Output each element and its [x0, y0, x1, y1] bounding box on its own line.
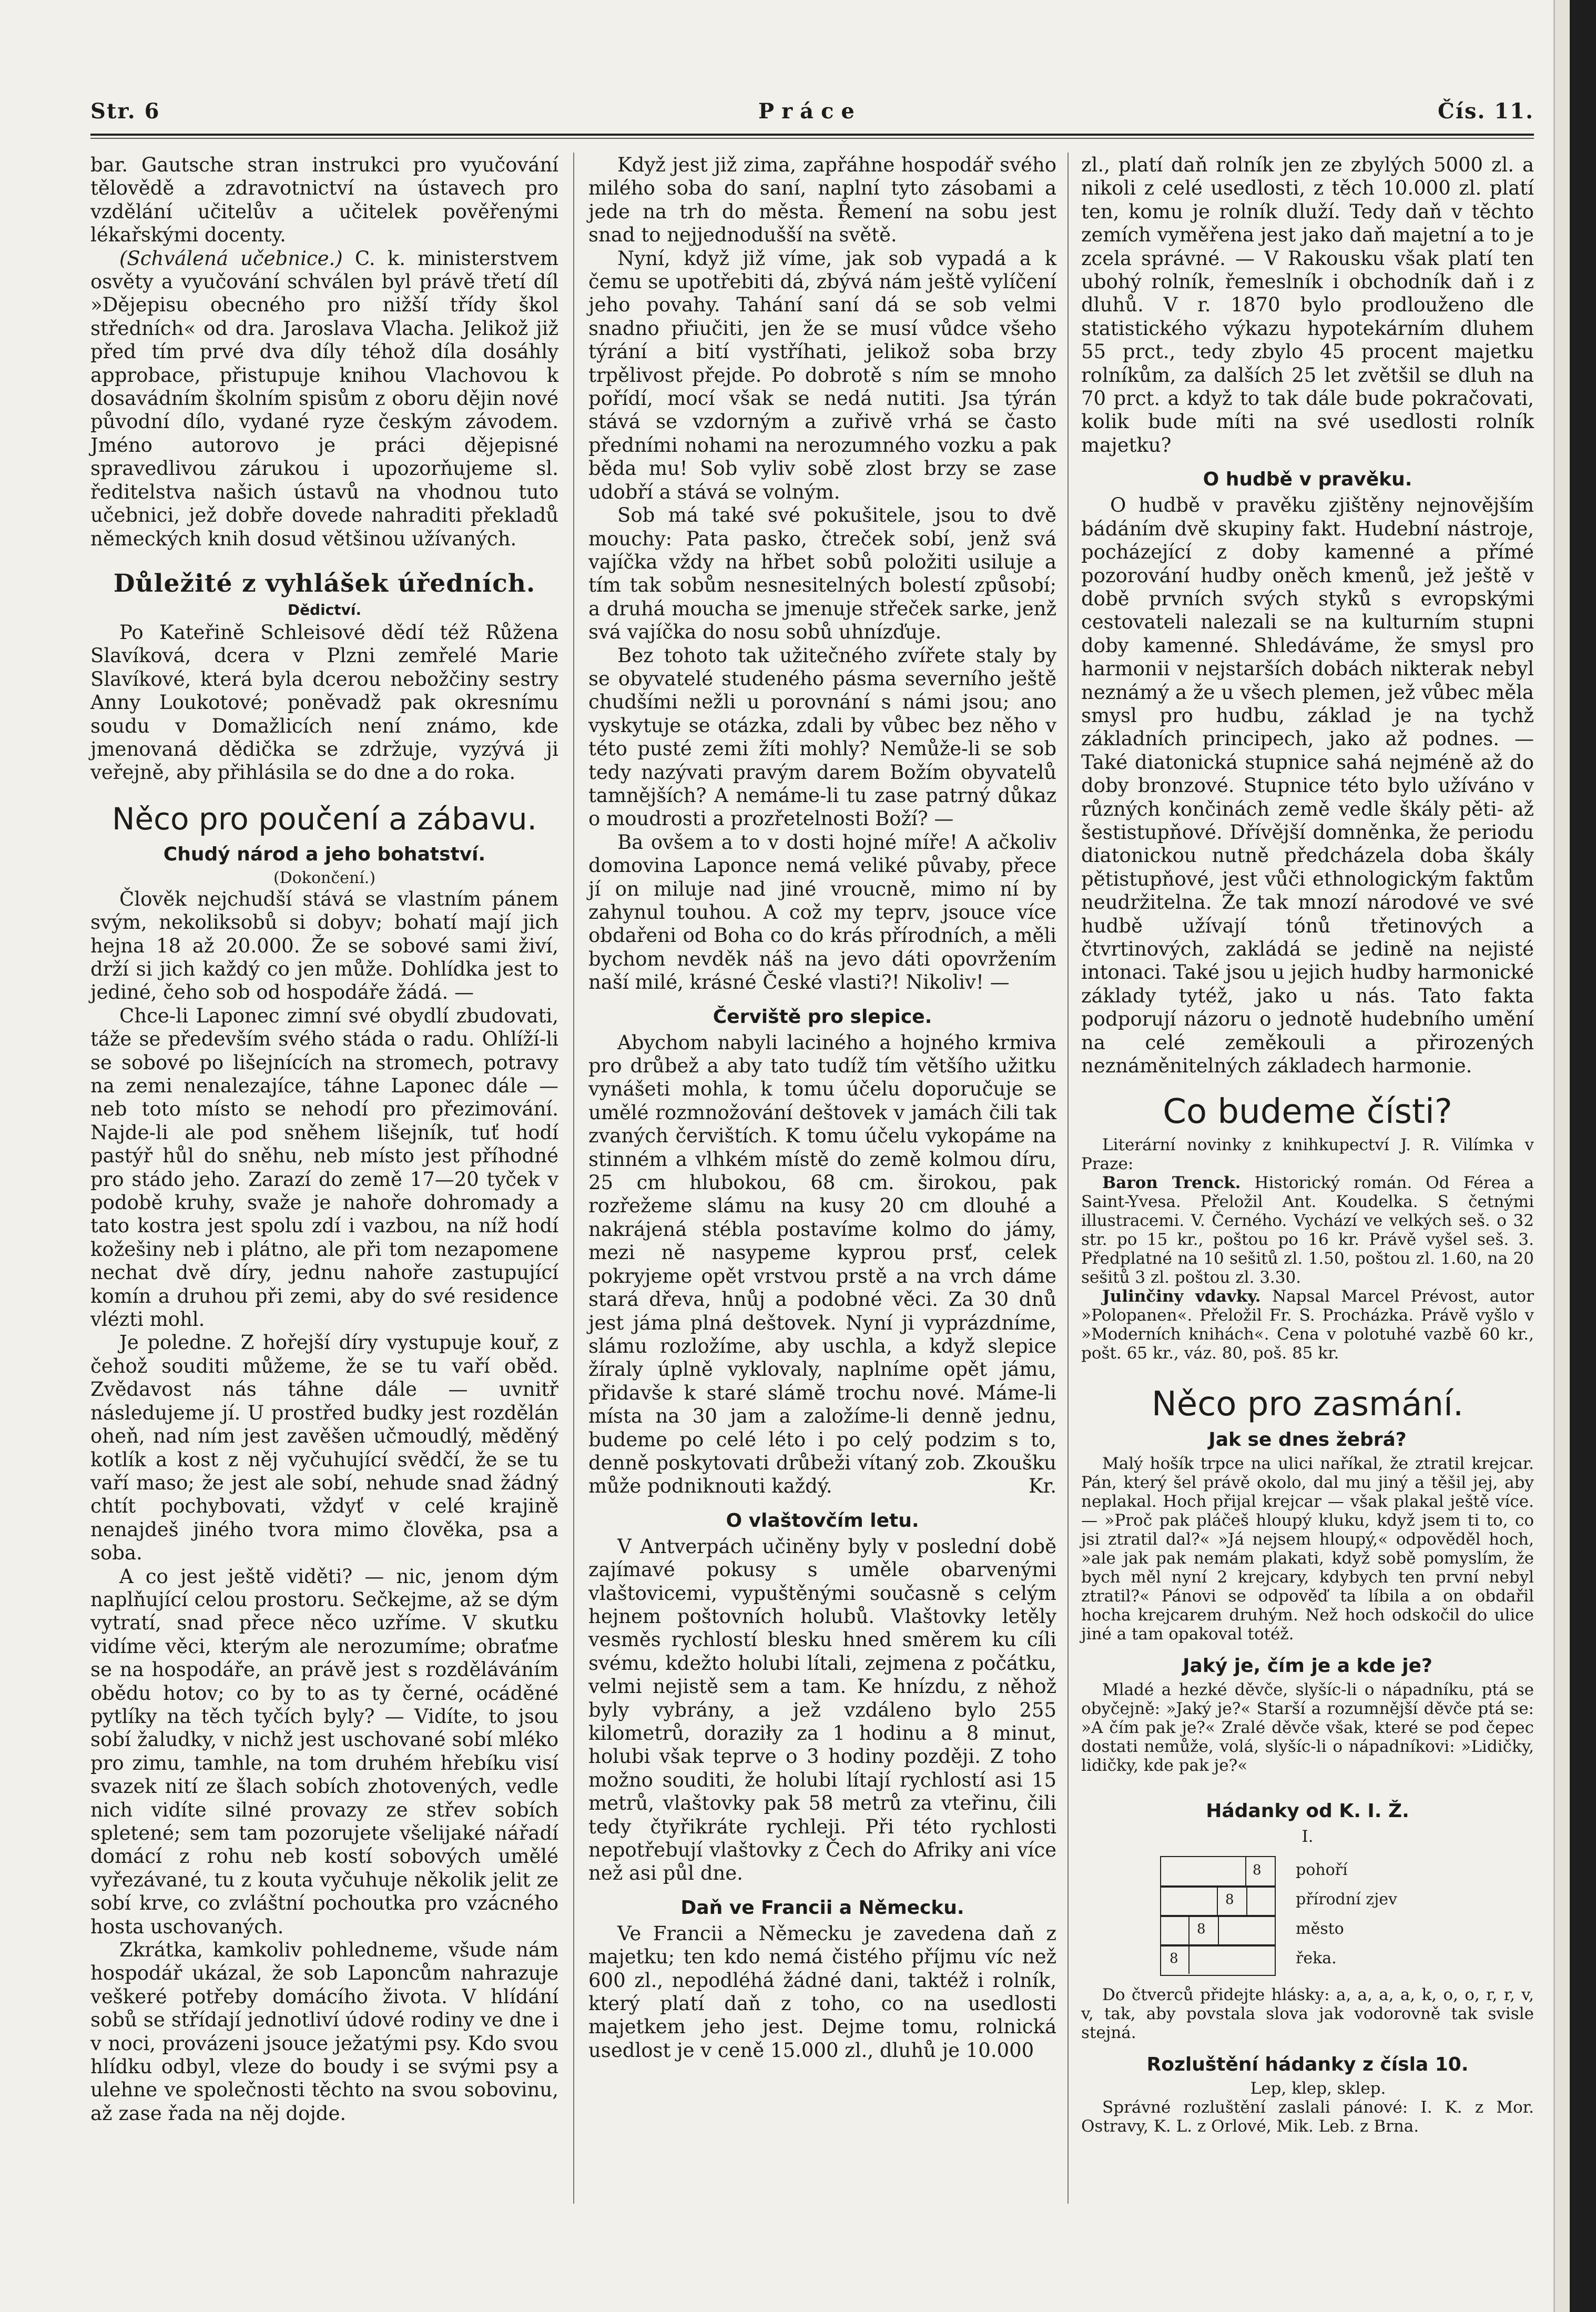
- column-2: [588, 154, 1056, 2062]
- article-title: O vlaštovčím letu.: [726, 1509, 919, 1532]
- paragraph-text: C. k. ministerstvem osvěty a vyučování schválen byl právě třetí díl »Dějepisu obecného pro nižší třídy škol středních« od dra. Jaroslava Vlacha. Jelikož již před tím prvé dva díly téhož díla dosáhly approbace, přistupuje knihou Vlachovou k dosavádním školním spisům z oboru dějin nové původní dílo, vydané ryze českým závodem. Jméno autorovo je práci dějepisné spravedlivou zárukou i upozorňujeme sl. ředitelstva našich ústavů na vhodnou tuto učebnici, jež dobře dovede nahraditi překladů německých knih dosud většinou užívaných.: [90, 247, 558, 550]
- riddle-solution: [1081, 2079, 1534, 2136]
- scan-edge-shadow: [1570, 0, 1596, 2312]
- article-title: Daň ve Francii a Německu.: [680, 1897, 964, 1919]
- header-rule: [90, 134, 1534, 136]
- grid-letter: 8: [1225, 1892, 1234, 1908]
- grid-label: přírodní zjev: [1296, 1890, 1398, 1909]
- article-title: Hádanky od K. I. Ž.: [1206, 1800, 1409, 1822]
- next-page-edge: [1553, 0, 1570, 2312]
- paragraph: [588, 1031, 1056, 1498]
- author-signature: Kr.: [1028, 1475, 1056, 1498]
- grid-label: pohoří: [1296, 1861, 1348, 1880]
- paragraph: Zkrátka, kamkoliv pohledneme, všude nám hospodář ukázal, že sob Laponcům nahrazuje veškeré potřeby domácího života. V hlídání sobů se střídají jednotliví údové rodiny ve dne i v noci, provázeni jsouce ježatými psy. Kdo svou hlídku odbyl, vleze do boudy i se svými psy a ulehne ve společnosti těchto na svou sobovinu, až zase řada na něj dojde.: [90, 1939, 558, 2125]
- section-heading-large: Co budeme čísti?: [1163, 1092, 1452, 1132]
- book-title: Julinčiny vdavky.: [1102, 1287, 1261, 1306]
- riddle-number: I.: [1302, 1827, 1314, 1847]
- paragraph: Do čtverců přidejte hlásky: a, a, a, a, k, o, o, r, r, v, v, tak, aby povstala slova jak vodorovně tak svisle stejná.: [1081, 1985, 1534, 2043]
- article-title: Rozluštění hádanky z čísla 10.: [1146, 2054, 1469, 2076]
- article-title: Červiště pro slepice.: [713, 1006, 932, 1028]
- paragraph: Ve Francii a Německu je zavedena daň z majetku; ten kdo nemá čistého příjmu víc než 600 zl., nepodléhá žádné dani, taktéž i rolník, který platí daň z toho, co na usedlosti majetkem jeho jest. Dejme tomu, rolnická usedlost je v ceně 15.000 zl., dluhů je 10.000: [588, 1922, 1056, 2062]
- paragraph-lead: (Schválená učebnice.): [119, 247, 343, 270]
- grid-letter: 8: [1253, 1862, 1262, 1879]
- book-entry: [1081, 1287, 1534, 1363]
- header-rule-thin: [90, 138, 1534, 139]
- paragraph: Ba ovšem a to v dosti hojné míře! A ačkoliv domovina Laponce nemá veliké půvaby, přece jí on miluje nad jiné vroucně, mimo ní by zahynul touhou. A což my teprv, jsouce více obdařeni od Boha co do krás přírodních, a měli bychom nevděk náš na jevo dáti opovržením naší milé, krásné České vlasti?! Nikoliv! —: [588, 830, 1056, 994]
- joke-block: [1081, 1454, 1534, 1644]
- paragraph-text: Abychom nabyli laciného a hojného krmiva pro drůbež a aby tato tudíž tím většího užitku vynášeti mohla, k tomu účelu doporučuje se umělé rozmnožování deštovek v jamách čili tak zvaných červištích. K tomu účelu vykopáme na stinném a vlhkém místě do země kolmou díru, 25 cm hlubokou, 68 cm. širokou, pak rozřežeme slámu na kusy 20 cm dlouhé a nakrájená stébla postavíme kolmo do jámy, mezi ně nasypeme kyprou prsť, celek pokryjeme opět vrstvou prstě a na vrch dáme stará dřeva, hnůj a podobné věci. Za 30 dnů jest jáma plná deštovek. Nyní ji vyprázdníme, slámu rozložíme, aby uschla, a když slepice žíraly úplně vyklovaly, naplníme opět jámu, přidavše k staré slámě trochu nové. Máme-li místa na 30 jam a založíme-li denně jednu, budeme po celé léto i po celý podzim s to, denně poskytovati drůbeži vítaný zob. Zkoušku může podniknouti každý.: [588, 1031, 1056, 1498]
- page-header: [90, 94, 1534, 136]
- newspaper-title: Práce: [758, 99, 862, 124]
- article-note: (Dokončení.): [273, 868, 376, 887]
- grid-letter: 8: [1170, 1951, 1178, 1967]
- paragraph: Nyní, když již víme, jak sob vypadá a k čemu se upotřebiti dá, zbývá nám ještě vylíčení jeho povahy. Tahání saní dá se sob velmi snadno přiučiti, jen že se musí vůdce všeho týrání a bití vystříhati, jelikož soba brzy trpělivost přejde. Po dobrotě s ním se mnoho pořídí, mocí však se nedá nutiti. Jsa týrán stává se vzdorným a zuřivě vrhá se často předními nohami na nerozumného vozku a pak běda mu! Sob vyliv sobě zlost brzy se zase udobří a stává se volným.: [588, 247, 1056, 503]
- column-divider-1: [573, 153, 574, 2204]
- paragraph: bar. Gautsche stran instrukci pro vyučování tělovědě a zdravotnictví na ústavech pro vzdělání učitelův a učitelek pověřenými lékařskými docenty.: [90, 154, 558, 247]
- paragraph: [90, 247, 558, 551]
- book-entry: [1081, 1173, 1534, 1287]
- paragraph: Když jest již zima, zapřáhne hospodář svého milého soba do saní, naplní tyto zásobami a jede na trh do města. Řemení na sobu jest snad to nejjednodušší na světě.: [588, 154, 1056, 247]
- article-title: Jaký je, čím je a kde je?: [1183, 1655, 1432, 1677]
- paragraph: V Antverpách učiněny byly v poslední době zajímavé pokusy s uměle obarvenými vlaštovicemi, vypuštěnými současně s celým hejnem poštovních holubů. Vlaštovky letěly vesměs rychlostí blesku hned směrem ku cíli svému, kdežto holubi lítali, zejmena z počátku, velmi nejistě sem a tam. Ke hnízdu, z něhož byly vybrány, a jež vzdáleno bylo 255 kilometrů, doraziły za 1 hodinu a 8 minut, holubi však teprve o 3 hodiny později. Z toho možno souditi, že holubi lítají rychlostí asi 15 metrů, vlaštovky pak 58 metrů za vteřinu, čili tedy čtyřikráte rychleji. Při této rychlosti nepotřebují vlaštovky z Čech do Afriky ani více než asi půl dne.: [588, 1535, 1056, 1885]
- article-title: Jak se dnes žebrá?: [1208, 1429, 1407, 1451]
- grid-label: město: [1296, 1920, 1344, 1939]
- paragraph: Správné rozluštění zaslali pánové: I. K. z Mor. Ostravy, K. L. z Orlové, Mik. Leb. z Brna.: [1081, 2098, 1534, 2136]
- paragraph: Bez tohoto tak užitečného zvířete staly by se obyvatelé studeného pásma severního ještě chudšími nežli u porovnání s námi jsou; ano vyskytuje se otázka, zdali by vůbec bez něho v této pusté zemi žíti mohly? Nemůže-li se sob tedy nazývati pravým darem Božím obyvatelů tamnějších? A nemáme-li tu zase patrný důkaz o moudrosti a prozřetelnosti Boží? —: [588, 644, 1056, 830]
- section-heading-large: Něco pro zasmání.: [1151, 1385, 1464, 1424]
- joke-block: [1081, 1680, 1534, 1775]
- book-text: Napsal Marcel Prévost, autor »Polopanen«. Přeložil Fr. S. Procházka. Právě vyšlo v »Moderních knihách«. Cena v polotuhé vazbě 60 kr., pošt. 65 kr., váz. 80, poš. 85 kr.: [1081, 1287, 1534, 1363]
- riddle-instructions: [1081, 1985, 1534, 2042]
- book-title: Baron Trenck.: [1102, 1173, 1241, 1193]
- paragraph: O hudbě v pravěku zjištěny nejnovějším bádáním dvě skupiny fakt. Hudební nástroje, pocházející z doby kamenné a přímé pozorování hudby oněch kmenů, jež ještě v době prvních svých styků s evropskými cestovateli nalezali se na kulturním stupni doby kamenné. Shledáváme, že smysl pro harmonii v nejstarších dobách nikterak nebyl neznámý a že u všech plemen, jež vůbec měla smysl pro hudbu, základ je na tychž základních principech, jako až podnes. — Také diatonická stupnice sahá nejméně až do doby bronzové. Stupnice této bylo užíváno v různých končinách země vedle škály pěti- až šestistupňové. Dřívější domněnka, že periodu diatonickou nutně předcházela doba škály pětistupňové, jest vůči ethnologickým faktům neudržitelna. Že tak mnozí národové ve své hudbě užívají tónů třetinových a čtvrtinových, zakládá se jedině na nejisté intonaci. Také jsou u jejich hudby harmonické základy tytéž, jako u nás. Tato fakta podporují názoru o jednotě hudebního umění na celé zeměkouli a přirozených neznáměnitelných základech harmonie.: [1081, 494, 1534, 1078]
- column-3: [1081, 154, 1534, 2136]
- paragraph: zl., platí daň rolník jen ze zbylých 5000 zl. a nikoli z celé usedlosti, z těch 10.000 zl. platí ten, komu je rolník dluží. Tedy daň v těchto zemích vyměřena jest jako daň majetní a to je zcela správné. — V Rakousku však platí ten ubohý rolník, řemeslník i obchodník daň i z dluhů. V r. 1870 bylo prodlouženo dle statistického výkazu hypotekárním dluhem 55 prct., tedy zbylo 45 procent majetku rolníkům, za dalších 25 let zvětšil se dluh na 70 prct. a když to tak dále bude pokračovati, kolik bude míti na své usedlosti rolník majetku?: [1081, 154, 1534, 457]
- article-title: O hudbě v pravěku.: [1203, 469, 1412, 491]
- paragraph: Je poledne. Z hořejší díry vystupuje kouř, z čehož souditi můžeme, že se tu vaří oběd. Zvědavost nás táhne dále — uvnitř následujeme jí. U prostřed budky jest rozdělán oheň, nad ním jest zavěšen učmoudlý, měděný kotlík a kost z něj vyčuhující svědčí, že se tu vaří maso; že jest ale sobí, nehude snad žádný chtít pochybovati, vždyť v celé krajině nenajdeš jiného tvora mimo člověka, psa a soba.: [90, 1331, 558, 1565]
- section-subheading: Dědictví.: [287, 601, 362, 618]
- paragraph: Chce-li Laponec zimní své obydlí zbudovati, táže se především svého stáda o radu. Ohlíží-li se sobové po lišejnících na stromech, potravy na zemi nenalezajíce, táhne Laponec dále — neb toto místo se nehodí pro přezimování. Najde-li ale pod sněhem lišejník, tuť hodí pastýř hůl do sněhu, neb místo jest příhodné pro stádo jeho. Zarazí do země 17—20 tyček v podobě kruhy, svaže je nahoře dohromady a tato kostra jest spolu zdí i vazbou, na níž hodí kožešiny neb i plátno, ale při tom nezapomene nechat dvě díry, jednu nahoře zastupující komín a druhou při zemi, aby do své residence vlézti mohl.: [90, 1004, 558, 1331]
- paragraph: Literární novinky z knihkupectví J. R. Vilímka v Praze:: [1081, 1135, 1534, 1174]
- book-news: [1081, 1135, 1534, 1363]
- paragraph: Mladé a hezké děvče, slyšíc-li o nápadníku, ptá se obyčejně: »Jaký je?« Starší a rozumnější děvče ptá se: »A čím pak je?« Zralé děvče však, které se pod čepec dostati nemůže, volá, slyšíc-li o nápadníkovi: »Lidičky, lidičky, kde pak je?«: [1081, 1680, 1534, 1776]
- column-1: [90, 154, 558, 2125]
- book-text: Historický román. Od Férea a Saint-Yvesa. Přeložil Ant. Koudelka. S četnými illustracemi. V. Černého. Vychází ve velkých seš. o 32 str. po 15 kr., poštou po 16 kr. Právě vyšel seš. 3. Předplatné na 10 sešitů zl. 1.50, poštou zl. 1.60, na 20 sešitů 3 zl. poštou zl. 3.30.: [1081, 1173, 1534, 1287]
- section-heading-large: Něco pro poučení a zábavu.: [112, 800, 537, 837]
- riddle-grid: [1160, 1856, 1534, 1978]
- solution-text: Lep, klep, sklep.: [1250, 2079, 1386, 2098]
- paragraph: A co jest ještě viděti? — nic, jenom dým naplňující celou prostoru. Sečkejme, až se dým vytratí, snad přece něco uzříme. V skutku vidíme věci, kterým ale nerozumíme; obraťme se na hospodáře, an právě jest s rozděláváním obědu hotov; co by to as ty černé, ocáděné pytlíky na těch tyčích byly? — Vidíte, to jsou sobí žaludky, v nichž jest uschované sobí mléko pro zimu, tamhle, na tom druhém hřebíku visí svazek nití ze šlach sobích zhotovených, vedle nich vidíte silné provazy ze střev sobích spletené; sem tam pozorujete všelijaké nářadí domácí z rohu neb kostí sobových umělé vyřezávané, tu z kouta vyčuhuje několik jelit ze sobí krve, co zvláštní pochoutka pro vzácného hosta uschovaných.: [90, 1565, 558, 1938]
- grid-label: řeka.: [1296, 1949, 1337, 1968]
- grid-letter: 8: [1197, 1921, 1206, 1938]
- section-heading: Důležité z vyhlášek úředních.: [113, 569, 536, 598]
- grid-cell-divider: [1188, 1944, 1190, 1974]
- paragraph: Člověk nejchudší stává se vlastním pánem svým, nekoliksobů si dobyv; bohatí mají jich hejna 18 až 20.000. Že se sobové sami živí, drží si jich každý co jen může. Dohlídka jest to jediné, čeho sob od hospodáře žádá. —: [90, 887, 558, 1004]
- article-title: Chudý národ a jeho bohatství.: [163, 843, 486, 865]
- page-number: Str. 6: [90, 99, 160, 124]
- issue-number: Čís. 11.: [1438, 99, 1534, 124]
- paragraph: Sob má také své pokušitele, jsou to dvě mouchy: Pata pasko, čtreček sobí, jenž svá vajíčka vždy na hřbet sobů položiti usiluje a tím tak sobům nesnesitelných bolestí způsobí; a druhá moucha se jmenuje střeček sarke, jenž svá vajíčka do nosu sobů uhnízďuje.: [588, 504, 1056, 644]
- paragraph: Malý hošík trpce na ulici naříkal, že ztratil krejcar. Pán, který šel právě okolo, dal mu jiný a těšil jej, aby neplakal. Hoch přijal krejcar — však plakal ještě více. — »Proč pak pláčeš hloupý kluku, když jsem ti to, co jsi ztratil dal?« »Já nejsem hloupý,« odpověděl hoch, »ale jak pak nemám plakati, když sobě pomyslím, že bych měl nyní 2 krejcary, kdybych ten první nebyl ztratil?« Pánovi se odpověď ta líbila a on obdařil hocha krejcarem druhým. Než hoch odskočil do ulice jiné a tam opakoval totéž.: [1081, 1454, 1534, 1644]
- column-divider-2: [1068, 153, 1069, 2204]
- paragraph: Po Kateřině Schleisové dědí též Růžena Slavíková, dcera v Plzni zemřelé Marie Slavíkové, která byla dcerou nebožčiny sestry Anny Loukotové; poněvadž pak okresnímu soudu v Domažlicích není známo, kde jmenovaná dědička se zdržuje, vyzývá ji veřejně, aby přihlásila se do dne a do roka.: [90, 621, 558, 784]
